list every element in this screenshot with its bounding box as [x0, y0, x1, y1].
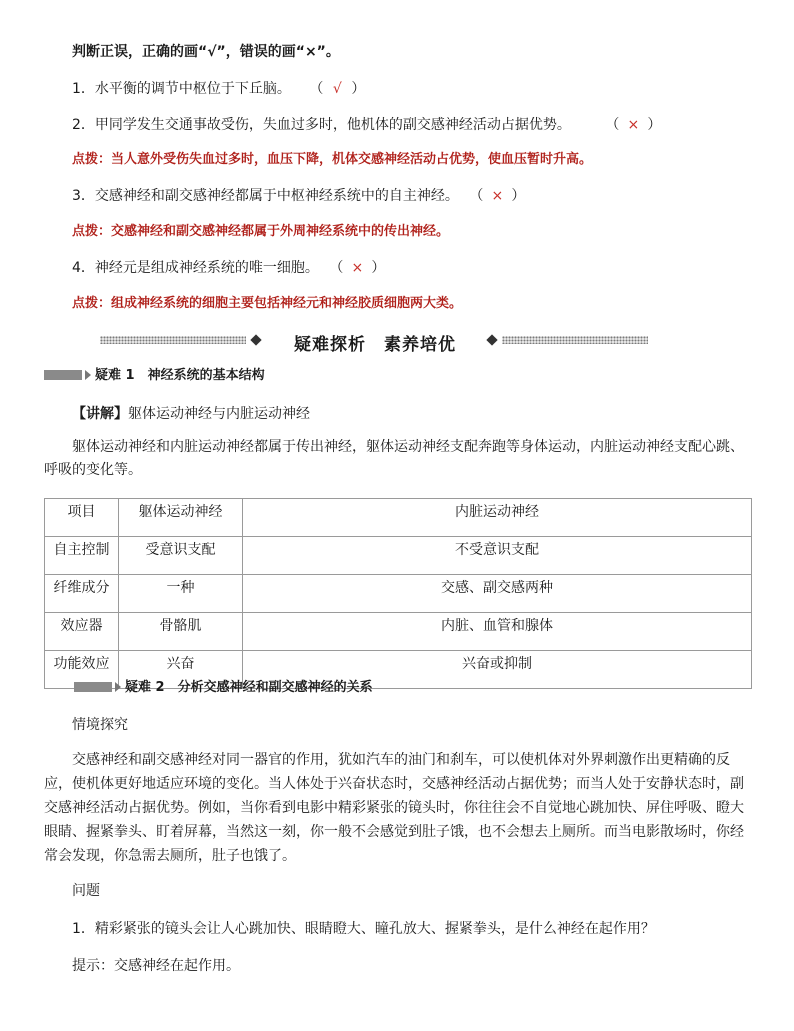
hint: 提示：交感神经在起作用。	[72, 958, 240, 974]
paren-open: （	[469, 188, 484, 204]
diamond-icon	[250, 334, 261, 345]
table-cell: 兴奋或抑制	[243, 651, 752, 689]
table-cell: 效应器	[45, 613, 119, 651]
context-label: 情境探究	[72, 717, 128, 733]
question-1: 1．精彩紧张的镜头会让人心跳加快、眼睛瞪大、瞳孔放大、握紧拳头，是什么神经在起作用？	[72, 921, 655, 937]
table-cell: 骨骼肌	[119, 613, 243, 651]
difficulty1-heading: 疑难 1 神经系统的基本结构	[95, 368, 265, 383]
judge-item-text: 2．甲同学发生交通事故受伤，失血过多时，他机体的副交感神经活动占据优势。	[72, 117, 571, 133]
difficulty2-paragraph: 交感神经和副交感神经对同一器官的作用，犹如汽车的油门和刹车，可以使机体对外界刺激作出更精确的反应，使机体更好地适应环境的变化。当人体处于兴奋状态时，交感神经活动占据优势；而当人处于安静状态时，副交感神经活动占据优势。例如，当你看到电影中精彩紧张的镜头时，你往往会不自觉地心跳加快、屏住呼吸、瞪大眼睛、握紧拳头、盯着屏幕，当然这一刻，你一般不会感觉到肚子饿，也不会想去上厕所。而当电影散场时，你经常会发现，你急需去厕所，肚子也饿了。	[44, 752, 744, 864]
paren-close: ）	[511, 188, 526, 204]
banner-dots-right	[502, 336, 648, 344]
table-cell: 功能效应	[45, 651, 119, 689]
table-header-row	[45, 499, 752, 537]
explain-line	[72, 404, 310, 424]
judge-item-3	[72, 186, 525, 206]
explain-title: 躯体运动神经与内脏运动神经	[128, 406, 310, 422]
heading-tag	[44, 370, 82, 380]
paren-open: （	[605, 117, 620, 133]
heading-tag	[74, 682, 112, 692]
tip-3: 点拨：交感神经和副交感神经都属于外周神经系统中的传出神经。	[72, 224, 450, 239]
tip-2: 点拨：当人意外受伤失血过多时，血压下降，机体交感神经活动占优势，使血压暂时升高。	[72, 152, 593, 167]
difficulty2-heading: 疑难 2 分析交感神经和副交感神经的关系	[125, 680, 373, 695]
table-cell: 不受意识支配	[243, 537, 752, 575]
section-banner	[100, 330, 648, 355]
cross-mark: ×	[627, 117, 640, 133]
judge-item-text: 4．神经元是组成神经系统的唯一细胞。	[72, 260, 319, 276]
table-row	[45, 613, 752, 651]
table-cell: 内脏运动神经	[243, 499, 752, 537]
table-cell: 兴奋	[119, 651, 243, 689]
judge-item-text: 3．交感神经和副交感神经都属于中枢神经系统中的自主神经。	[72, 188, 459, 204]
table-cell: 自主控制	[45, 537, 119, 575]
paren-close: ）	[351, 81, 366, 97]
table-cell: 受意识支配	[119, 537, 243, 575]
difficulty1-paragraph: 躯体运动神经和内脏运动神经都属于传出神经，躯体运动神经支配奔跑等身体运动，内脏运动神经支配心跳、呼吸的变化等。	[44, 439, 744, 478]
paren-close: ）	[647, 117, 662, 133]
comparison-table	[44, 498, 752, 689]
tip-4: 点拨：组成神经系统的细胞主要包括神经元和神经胶质细胞两大类。	[72, 296, 463, 311]
paren-open: （	[329, 260, 344, 276]
judge-item-1	[72, 79, 365, 99]
cross-mark: ×	[491, 188, 504, 204]
table-cell: 纤维成分	[45, 575, 119, 613]
judge-item-text: 1．水平衡的调节中枢位于下丘脑。	[72, 81, 291, 97]
judge-instruction: 判断正误，正确的画“√”，错误的画“×”。	[72, 44, 340, 60]
explain-label: 【讲解】	[72, 406, 128, 422]
table-cell: 项目	[45, 499, 119, 537]
cross-mark: ×	[351, 260, 364, 276]
table-row	[45, 537, 752, 575]
table-cell: 躯体运动神经	[119, 499, 243, 537]
paren-open: （	[309, 81, 324, 97]
triangle-icon	[115, 682, 121, 692]
table-cell: 一种	[119, 575, 243, 613]
table-cell: 交感、副交感两种	[243, 575, 752, 613]
diamond-icon	[486, 334, 497, 345]
table-row	[45, 575, 752, 613]
judge-item-2	[72, 115, 661, 135]
judge-item-4	[72, 258, 385, 278]
table-cell: 内脏、血管和腺体	[243, 613, 752, 651]
section-title: 疑难探析 素养培优	[294, 335, 456, 355]
banner-dots-left	[100, 336, 246, 344]
triangle-icon	[85, 370, 91, 380]
check-mark: √	[332, 81, 342, 97]
paren-close: ）	[371, 260, 386, 276]
question-label: 问题	[72, 883, 100, 899]
